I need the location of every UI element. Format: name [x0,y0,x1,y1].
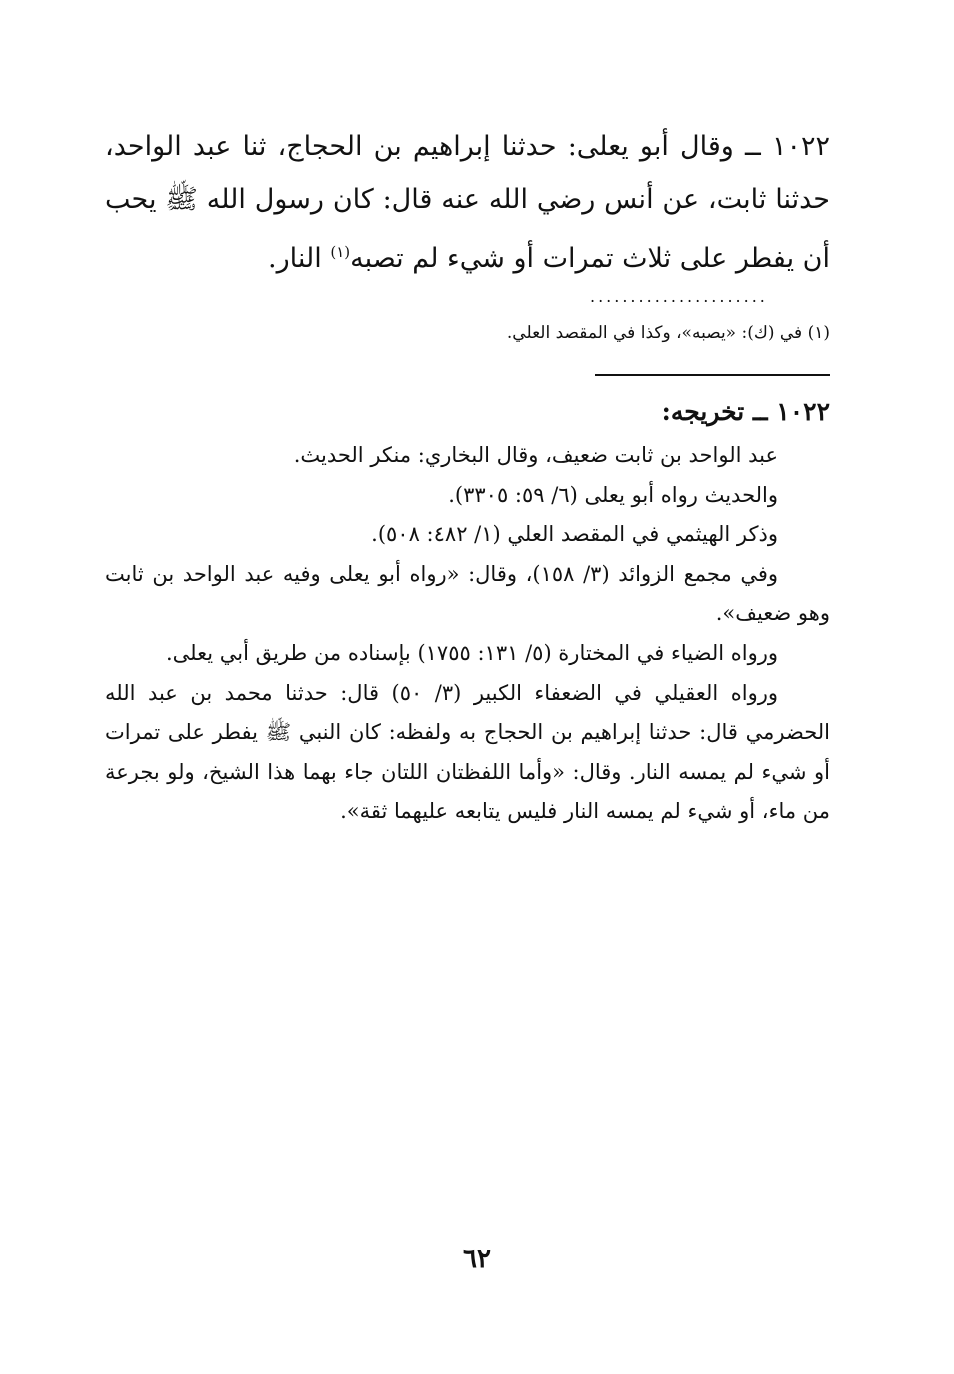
hadith-text [105,120,830,285]
hadith-paragraph [105,120,830,285]
takhrij-paragraph: والحديث رواه أبو يعلى (٦/ ٥٩: ٣٣٠٥). [448,482,778,507]
page-number: ٦٢ [463,1244,491,1274]
footnote-marker: (١) [330,243,351,261]
takhrij-paragraph: ورواه العقيلي في الضعفاء الكبير (٣/ ٥٠) قال: حدثنا محمد بن عبد الله الحضرمي قال: حدثنا إبراهيم بن الحجاج به ولفظه: كان النبي ﷺ يفطر على تمرات أو شيء لم يمسه النار. وقال: «وأما اللفظتان اللتان جاء بهما هذا الشيخ، ولو بجرعة من ماء، أو شيء لم يمسه النار فليس يتابعه عليهما ثقة». [105,680,830,824]
takhrij-body [105,436,830,832]
takhrij-paragraph: وفي مجمع الزوائد (٣/ ١٥٨)، وقال: «رواه أبو يعلى وفيه عبد الواحد بن ثابت وهو ضعيف». [105,561,830,626]
dotted-separator: ...................... [590,287,768,306]
section-divider [595,374,830,376]
takhrij-paragraph: ورواه الضياء في المختارة (٥/ ١٣١: ١٧٥٥) بإسناده من طريق أبي يعلى. [165,640,778,665]
hadith-ending: النار. [268,243,331,274]
footnote: (١) في (ك): «يصبه»، وكذا في المقصد العلي. [506,323,830,343]
takhrij-heading: ١٠٢٢ ــ تخريجه: [661,397,830,426]
takhrij-paragraph: وذكر الهيثمي في المقصد العلي (١/ ٤٨٢: ٥٠٨). [371,522,778,547]
takhrij-paragraph: عبد الواحد بن ثابت ضعيف، وقال البخاري: منكر الحديث. [293,443,778,467]
hadith-body: ١٠٢٢ ــ وقال أبو يعلى: حدثنا إبراهيم بن الحجاج، ثنا عبد الواحد، حدثنا ثابت، عن أنس رضي الله عنه قال: كان رسول الله ﷺ يحب أن يفطر على ثلاث تمرات أو شيء لم تصبه [105,131,830,274]
